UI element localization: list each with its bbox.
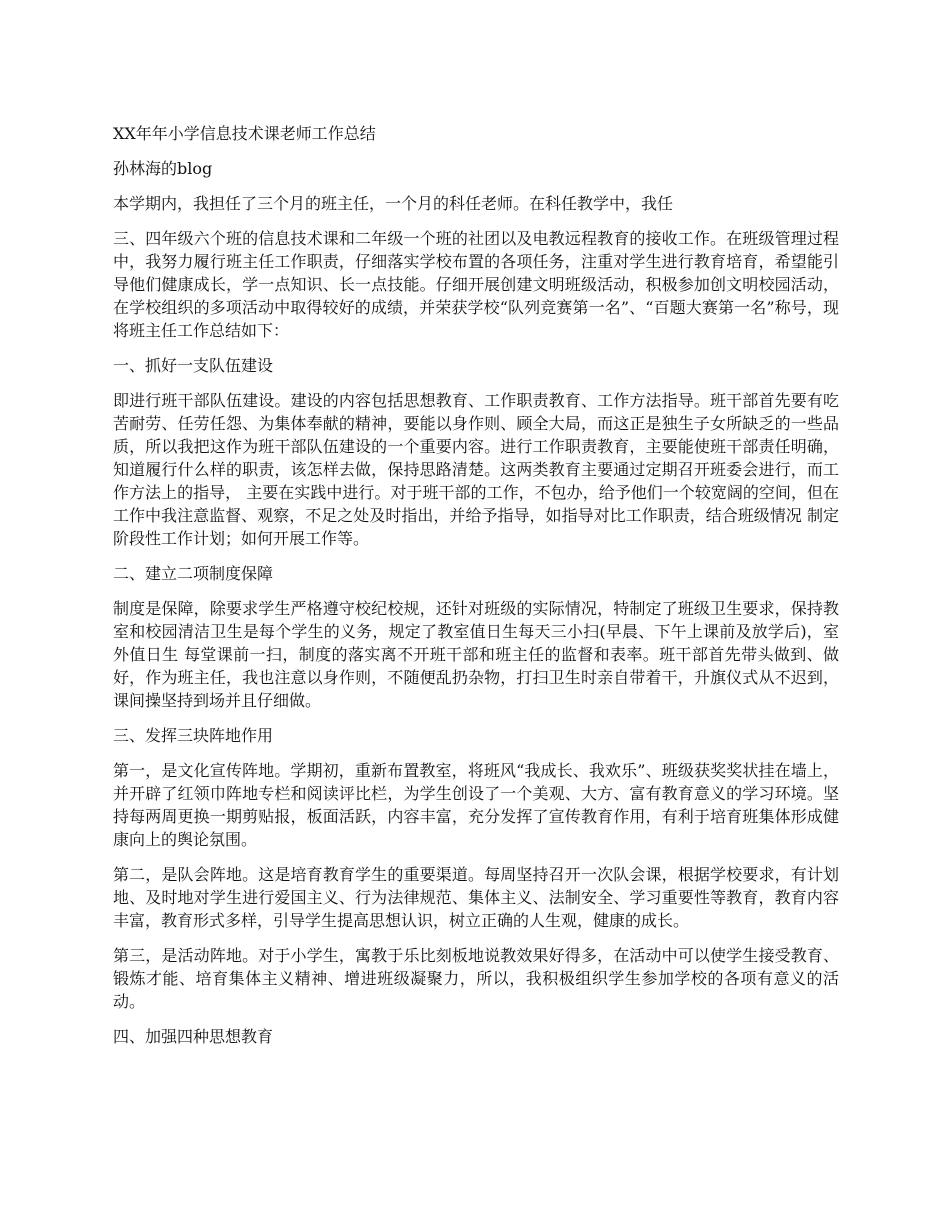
section-heading-4: 四、加强四种思想教育	[113, 1027, 274, 1046]
section-heading-2: 二、建立二项制度保障	[113, 564, 274, 583]
section-2-paragraph: 制度是保障，除要求学生严格遵守校纪校规，还针对班级的实际情况，特制定了班级卫生要求，保持教室和校园清洁卫生是每个学生的义务，规定了教室值日生每天三小扫(早晨、下午上课前及放学后)，室外值日生 每堂课前一扫，制度的落实离不开班干部和班主任的监督和表率。班干部首先带头做到、做好，作为班主任，我也注意以身作则，不随便乱扔杂物，打扫卫生时亲自带着干，升旗仪式从不迟到，课间操坚持到场并且仔细做。	[113, 599, 839, 710]
section-3-paragraph-b: 第二，是队会阵地。这是培育教育学生的重要渠道。每周坚持召开一次队会课，根据学校要求，有计划地、及时地对学生进行爱国主义、行为法律规范、集体主义、法制安全、学习重要性等教育，教育内容丰富，教育形式多样，引导学生提高思想认识，树立正确的人生观，健康的成长。	[113, 865, 839, 930]
intro-paragraph: 三、四年级六个班的信息技术课和二年级一个班的社团以及电教远程教育的接收工作。在班级管理过程中，我努力履行班主任工作职责，仔细落实学校布置的各项任务，注重对学生进行教育培育，希望能引导他们健康成长，学一点知识、长一点技能。仔细开展创建文明班级活动，积极参加创文明校园活动，在学校组织的多项活动中取得较好的成绩，并荣获学校“队列竞赛第一名”、“百题大赛第一名”称号，现将班主任工作总结如下：	[113, 229, 839, 340]
document-page	[113, 122, 839, 1048]
section-heading-1: 一、抓好一支队伍建设	[113, 356, 274, 375]
section-3-paragraph-c: 第三，是活动阵地。对于小学生，寓教于乐比刻板地说教效果好得多，在活动中可以使学生接受教育、锻炼才能、培育集体主义精神、增进班级凝聚力，所以，我积极组织学生参加学校的各项有意义的活动。	[113, 946, 839, 1011]
intro-line: 本学期内，我担任了三个月的班主任，一个月的科任老师。在科任教学中，我任	[113, 194, 674, 213]
section-heading-3: 三、发挥三块阵地作用	[113, 726, 274, 745]
section-1-paragraph: 即进行班干部队伍建设。建设的内容包括思想教育、工作职责教育、工作方法指导。班干部首先要有吃苦耐劳、任劳任怨、为集体奉献的精神，要能以身作则、顾全大局，而这正是独生子女所缺乏的一些品质，所以我把这作为班干部队伍建设的一个重要内容。进行工作职责教育，主要能使班干部责任明确，知道履行什么样的职责，该怎样去做，保持思路清楚。这两类教育主要通过定期召开班委会进行，而工作方法上的指导， 主要在实践中进行。对于班干部的工作，不包办，给予他们一个较宽阔的空间，但在工作中我注意监督、观察，不足之处及时指出，并给予指导，如指导对比工作职责，结合班级情况 制定阶段性工作计划；如何开展工作等。	[113, 391, 839, 548]
section-3-paragraph-a: 第一，是文化宣传阵地。学期初，重新布置教室，将班风“我成长、我欢乐”、班级获奖奖状挂在墙上，并开辟了红领巾阵地专栏和阅读评比栏，为学生创设了一个美观、大方、富有教育意义的学习环境。坚持每两周更换一期剪贴报，板面活跃，内容丰富，充分发挥了宣传教育作用，有利于培育班集体形成健康向上的舆论氛围。	[113, 761, 839, 849]
document-author: 孙林海的blog	[113, 159, 213, 178]
document-title: XX年年小学信息技术课老师工作总结	[113, 124, 376, 143]
